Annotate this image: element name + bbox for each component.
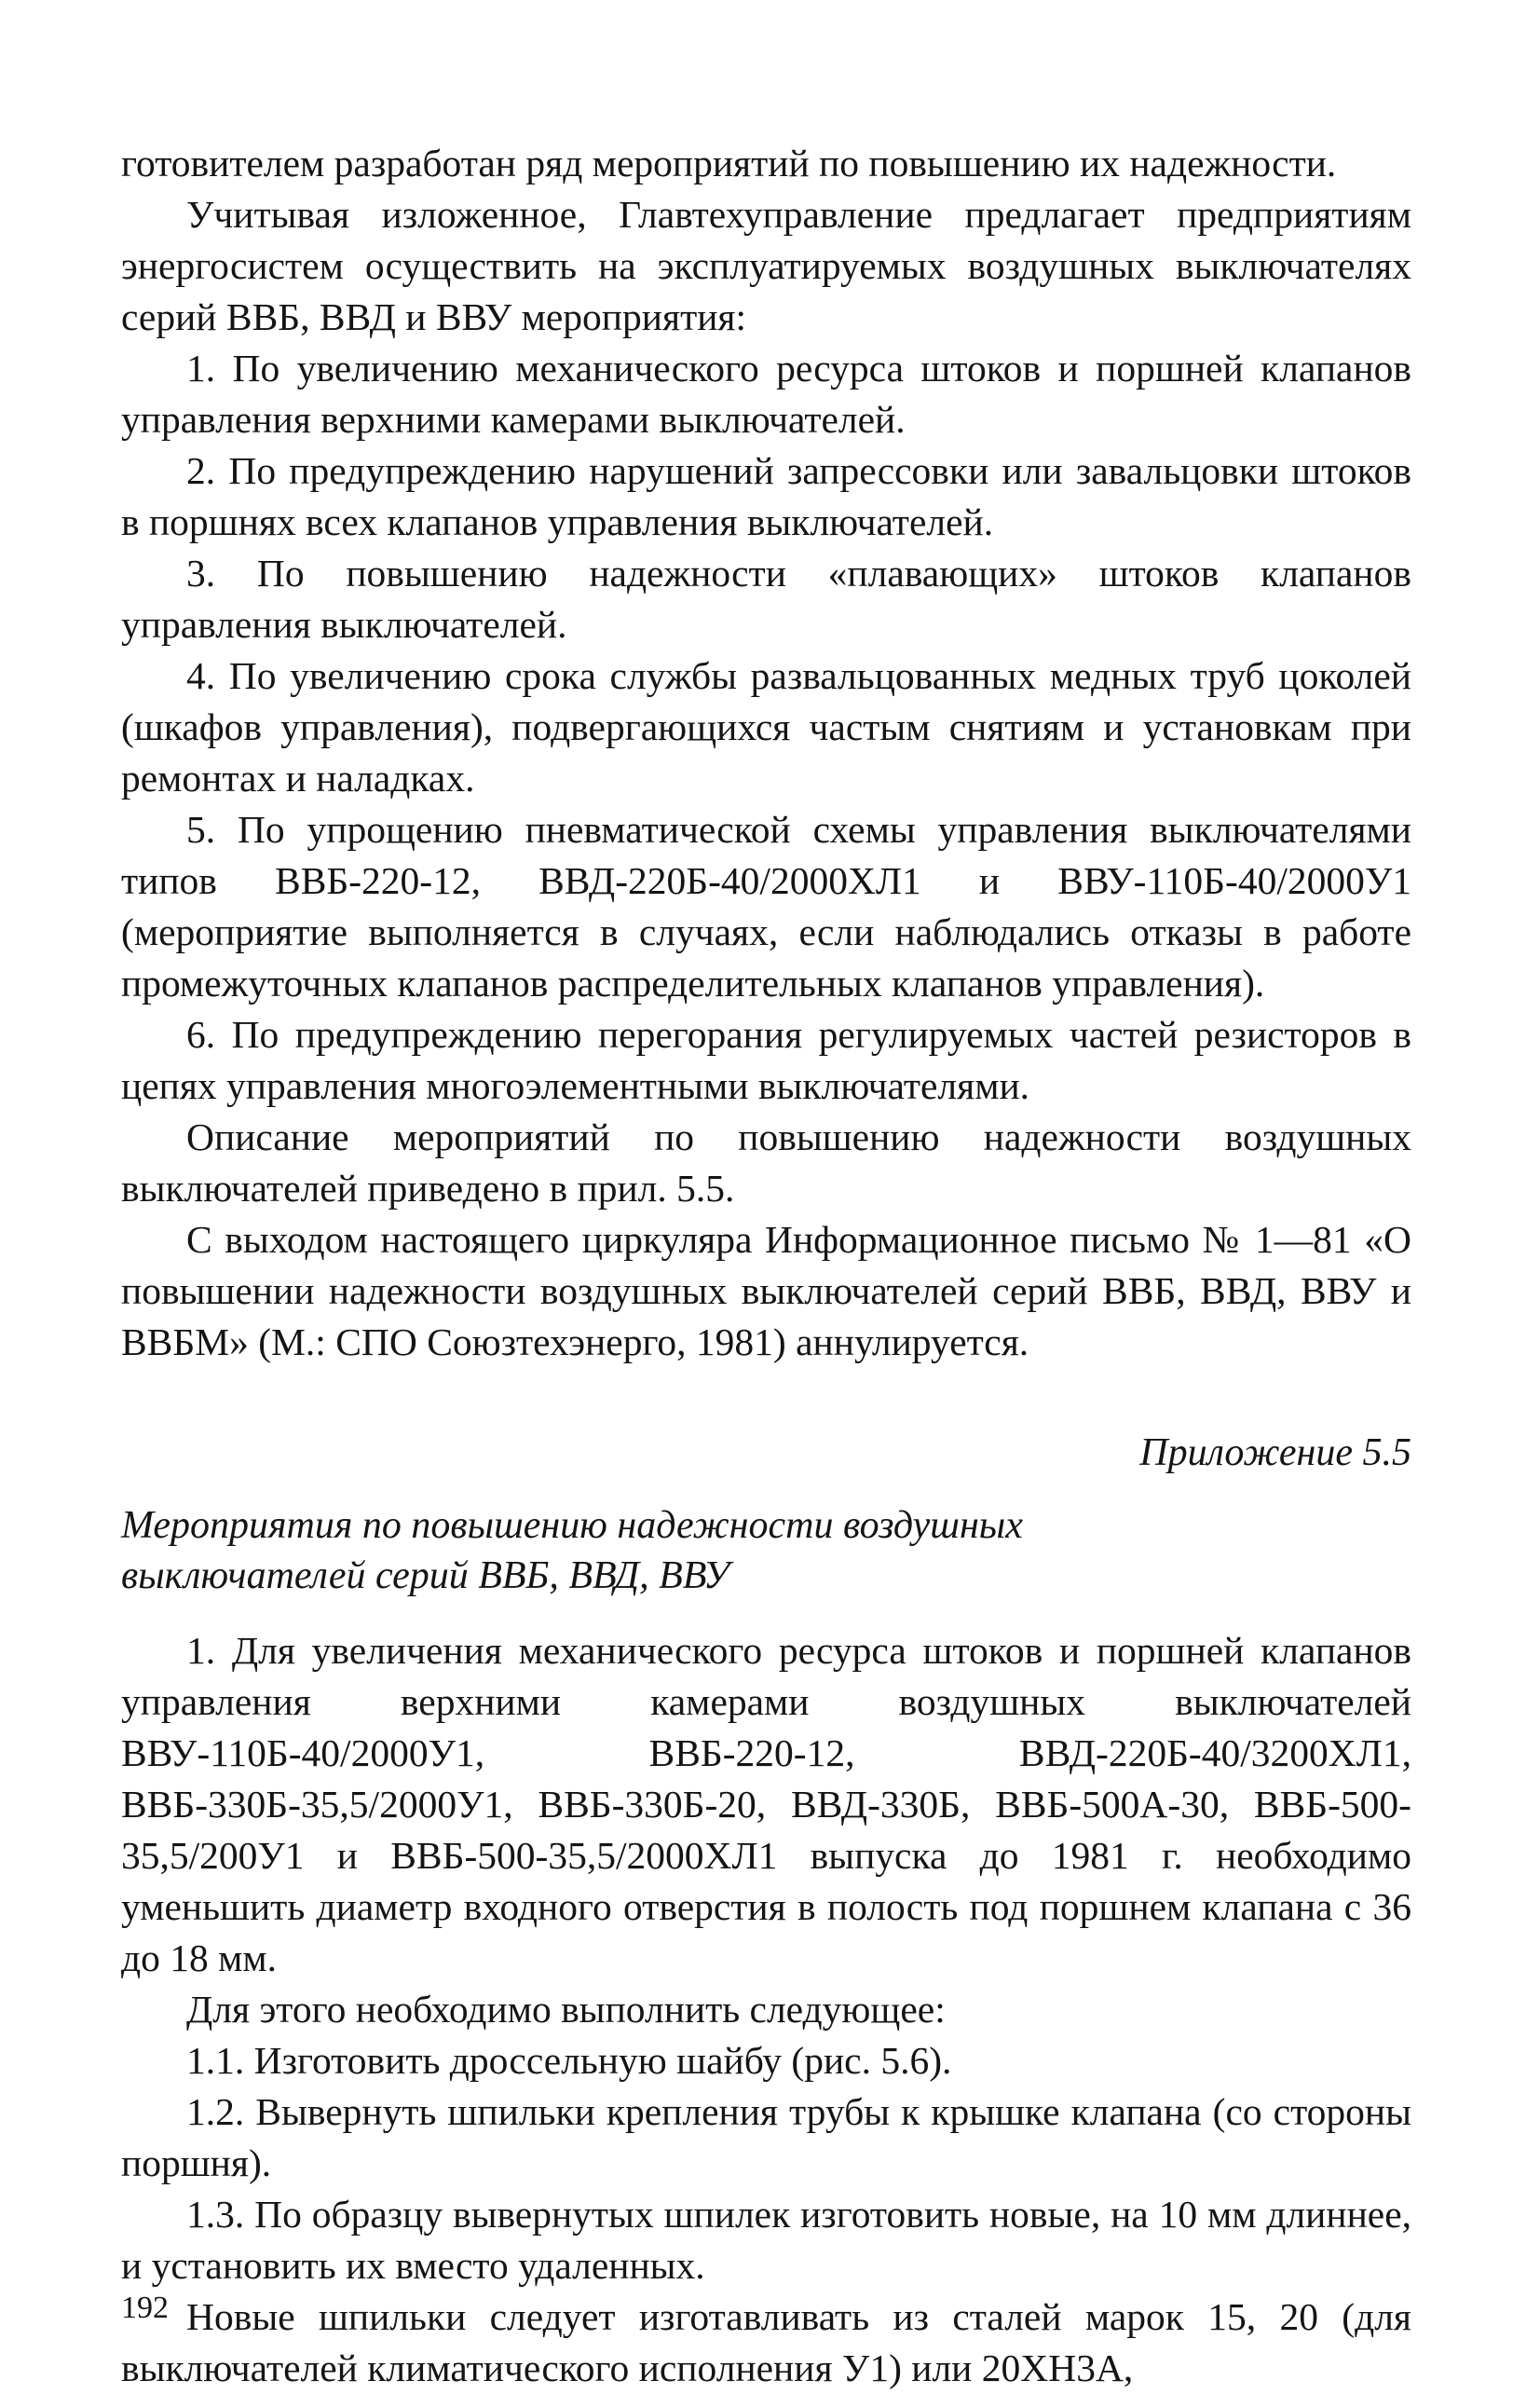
paragraph: 1. Для увеличения механического ресурса штоков и поршней клапанов управления верхними камерами воздушных выключателей ВВУ-110Б-40/2000У1, ВВБ-220-12, ВВД-220Б-40/3200ХЛ1, ВВБ-330Б-35,5/2000У1, ВВБ-330Б-20, ВВД-330Б, ВВБ-500А-30, ВВБ-500-35,5/200У1 и ВВБ-500-35,5/2000ХЛ1 выпуска до 1981 г. необходимо уменьшить диаметр входного отверстия в полость под поршнем клапана с 36 до 18 мм. [121,1628,1411,1979]
list-item: 5. По упрощению пневматической схемы управления выключателями типов ВВБ-220-12, ВВД-220Б-40/2000ХЛ1 и ВВУ-110Б-40/2000У1 (мероприятие выполняется в случаях, если наблюдались отказы в работе промежуточных клапанов распределительных клапанов управления). [121,807,1411,1005]
paragraph: Для этого необходимо выполнить следующее: [186,1987,946,2031]
list-item: 2. По предупреждению нарушений запрессовки или завальцовки штоков в поршнях всех клапанов управления выключателей. [121,448,1411,543]
list-item: 1.1. Изготовить дроссельную шайбу (рис. 5.6). [186,2038,952,2082]
paragraph: Описание мероприятий по повышению надежности воздушных выключателей приведено в прил. 5.5. [121,1115,1411,1210]
paragraph: Новые шпильки следует изготавливать из сталей марок 15, 20 (для выключателей климатического исполнения У1) или 20ХН3А, [121,2294,1411,2389]
list-item: 1. По увеличению механического ресурса штоков и поршней клапанов управления верхними камерами выключателей. [121,346,1411,441]
list-item: 6. По предупреждению перегорания регулируемых частей резисторов в цепях управления многоэлементными выключателями. [121,1012,1411,1107]
appendix-heading-line: выключателей серий ВВБ, ВВД, ВВУ [121,1553,730,1597]
list-item: 1.2. Вывернуть шпильки крепления трубы к крышке клапана (со стороны поршня). [121,2089,1411,2184]
list-item: 4. По увеличению срока службы развальцованных медных труб цоколей (шкафов управления), подвергающихся частым снятиям и установкам при ремонтах и наладках. [121,653,1411,800]
paragraph: готовителем разработан ряд мероприятий по повышению их надежности. [121,142,1337,185]
appendix-heading-line: Мероприятия по повышению надежности воздушных [121,1504,1023,1548]
page-content [121,138,1411,2394]
page-number: 192 [121,2291,169,2325]
appendix-title: Приложение 5.5 [1139,1430,1411,1474]
paragraph: Учитывая изложенное, Главтехуправление предлагает предприятиям энергосистем осуществить на эксплуатируемых воздушных выключателях серий ВВБ, ВВД и ВВУ мероприятия: [121,192,1411,338]
list-item: 3. По повышению надежности «плавающих» штоков клапанов управления выключателей. [121,551,1411,646]
paragraph: С выходом настоящего циркуляра Информационное письмо № 1—81 «О повышении надежности воздушных выключателей серий ВВБ, ВВД, ВВУ и ВВБМ» (М.: СПО Союзтехэнерго, 1981) аннулируется. [121,1217,1411,1363]
appendix-heading [121,1501,1411,1601]
list-item: 1.3. По образцу вывернутых шпилек изготовить новые, на 10 мм длиннее, и установить их вместо удаленных. [121,2192,1411,2287]
